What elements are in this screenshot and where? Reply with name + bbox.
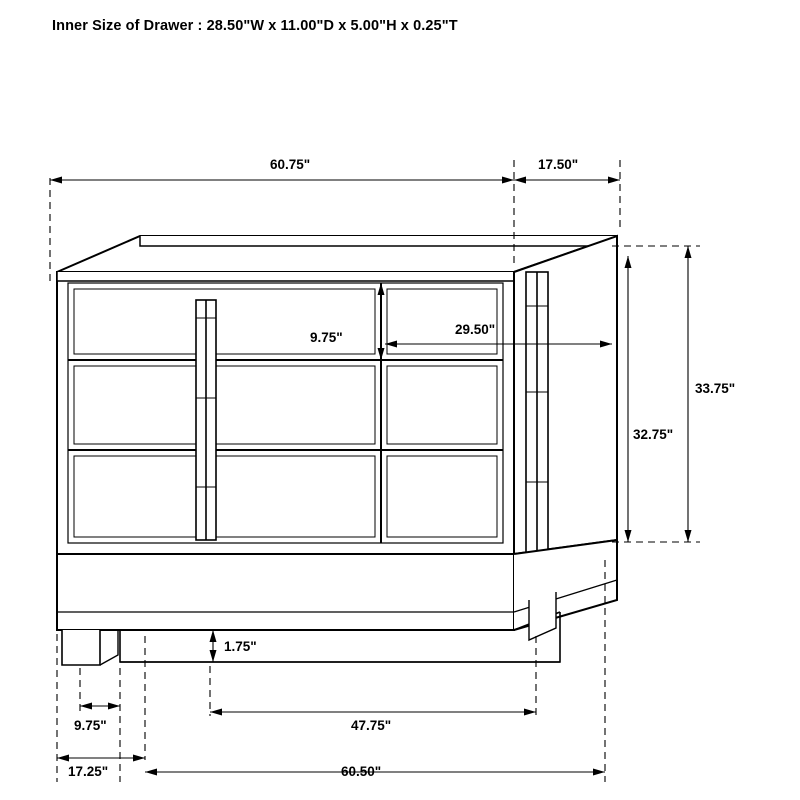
page-title: Inner Size of Drawer : 28.50"W x 11.00"D x 5.00"H x 0.25"T: [52, 18, 458, 34]
dim-base-height: [210, 630, 217, 662]
dim-case-height: [625, 256, 632, 542]
dim-label-base-height: 1.75": [224, 639, 257, 654]
dim-label-drawer-width: 29.50": [455, 322, 496, 337]
dim-base-front-depth: [57, 755, 145, 762]
dim-foot-offset: [80, 703, 120, 710]
dim-label-foot-offset: 9.75": [74, 718, 107, 733]
extension-lines-right: [612, 246, 700, 542]
dim-base-inner-width: [210, 709, 536, 716]
dim-top-width: [50, 177, 514, 184]
dim-label-overall-width: 60.50": [341, 764, 382, 779]
dim-label-base-inner-width: 47.75": [351, 718, 392, 733]
dim-label-case-height: 32.75": [633, 427, 674, 442]
dim-label-top-width: 60.75": [270, 157, 311, 172]
dim-overall-height: [685, 246, 692, 542]
cabinet-front-face: [57, 272, 514, 554]
dim-label-overall-height: 33.75": [695, 381, 736, 396]
dim-label-top-depth: 17.50": [538, 157, 579, 172]
dim-top-depth: [514, 177, 620, 184]
dim-label-base-front-depth: 17.25": [68, 764, 109, 779]
extension-lines-bottom-inner: [210, 636, 536, 716]
dim-label-drawer-height: 9.75": [310, 330, 343, 345]
